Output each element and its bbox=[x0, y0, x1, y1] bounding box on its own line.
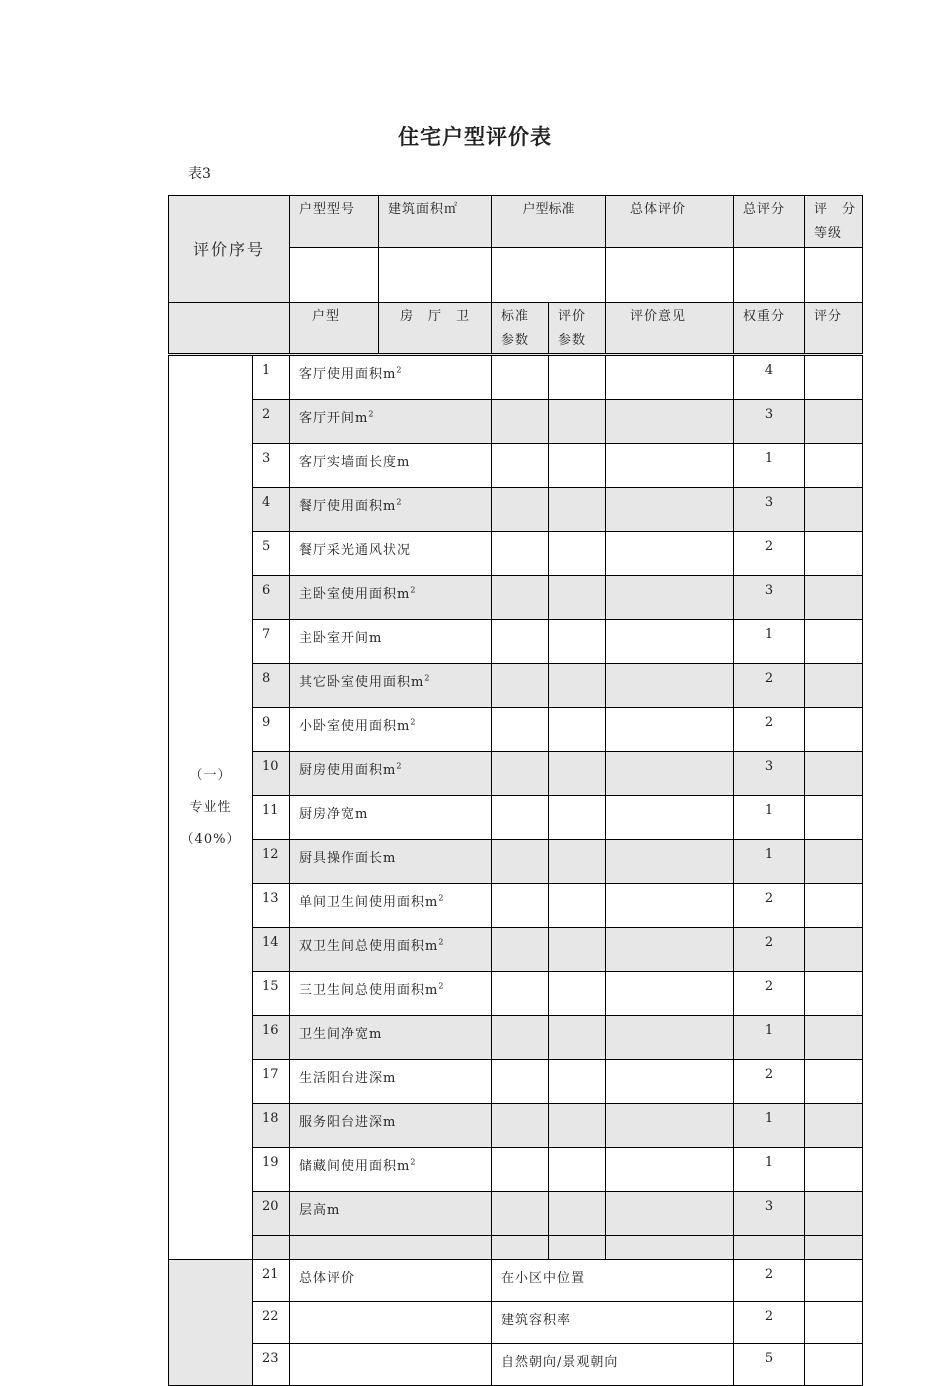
score-cell[interactable] bbox=[805, 400, 863, 444]
row-number: 2 bbox=[253, 400, 290, 444]
row-item bbox=[290, 532, 492, 576]
eval-param-cell[interactable] bbox=[549, 840, 606, 884]
score-cell[interactable] bbox=[805, 796, 863, 840]
row-item bbox=[290, 620, 492, 664]
score-cell[interactable] bbox=[805, 972, 863, 1016]
std-param-cell[interactable] bbox=[492, 532, 549, 576]
table-row bbox=[169, 620, 863, 664]
opinion-cell[interactable] bbox=[606, 488, 734, 532]
score-cell[interactable] bbox=[805, 884, 863, 928]
row-item bbox=[290, 488, 492, 532]
std-param-cell[interactable] bbox=[492, 620, 549, 664]
row-item bbox=[290, 400, 492, 444]
eval-param-cell[interactable] bbox=[549, 1192, 606, 1236]
score-cell[interactable] bbox=[805, 355, 863, 400]
weight-cell: 1 bbox=[734, 1016, 805, 1060]
weight-cell: 3 bbox=[734, 488, 805, 532]
row-number: 1 bbox=[253, 355, 290, 400]
row-item-label: 餐厅使用面积m bbox=[299, 499, 397, 514]
score-cell[interactable] bbox=[805, 1192, 863, 1236]
std-param-cell[interactable] bbox=[492, 796, 549, 840]
model-header: 户型型号 bbox=[290, 196, 379, 248]
model-input-cell[interactable] bbox=[290, 248, 379, 303]
row-item bbox=[290, 664, 492, 708]
eval-param-cell[interactable] bbox=[549, 664, 606, 708]
score-cell[interactable] bbox=[805, 1344, 863, 1386]
row-item bbox=[290, 708, 492, 752]
row-item bbox=[290, 1148, 492, 1192]
row-item-label: 主卧室开间m bbox=[299, 631, 383, 646]
score-cell[interactable] bbox=[805, 1260, 863, 1302]
row-number: 12 bbox=[253, 840, 290, 884]
blank-cell bbox=[549, 1236, 606, 1260]
overall-header: 总体评价 bbox=[606, 196, 734, 248]
evaluation-table bbox=[168, 195, 863, 1386]
table-row bbox=[169, 796, 863, 840]
area-input-cell[interactable] bbox=[379, 248, 492, 303]
table-row bbox=[169, 1104, 863, 1148]
eval-param-cell[interactable] bbox=[549, 620, 606, 664]
eval-param-cell[interactable] bbox=[549, 752, 606, 796]
row-item-label: 厨房净宽m bbox=[299, 807, 369, 822]
blank-cell bbox=[492, 1236, 549, 1260]
eval-param-cell[interactable] bbox=[549, 488, 606, 532]
table-row bbox=[169, 400, 863, 444]
weight-cell: 1 bbox=[734, 796, 805, 840]
row-item-label: 客厅开间m bbox=[299, 411, 369, 426]
row-number: 9 bbox=[253, 708, 290, 752]
row-number: 22 bbox=[253, 1302, 290, 1344]
row-item-unit-sup: 2 bbox=[438, 937, 445, 947]
blank-row bbox=[169, 1236, 863, 1260]
std-param-cell[interactable] bbox=[492, 708, 549, 752]
row-item-label: 厨房使用面积m bbox=[299, 763, 397, 778]
row-item: 在小区中位置 bbox=[492, 1260, 734, 1302]
score-cell[interactable] bbox=[805, 1060, 863, 1104]
row-number: 8 bbox=[253, 664, 290, 708]
std-param-cell[interactable] bbox=[492, 972, 549, 1016]
blank-cell bbox=[805, 1236, 863, 1260]
eval-param-cell[interactable] bbox=[549, 400, 606, 444]
layout-header: 户型 bbox=[290, 303, 379, 355]
table-row bbox=[169, 1016, 863, 1060]
row-number: 17 bbox=[253, 1060, 290, 1104]
opinion-cell[interactable] bbox=[606, 664, 734, 708]
row-number: 18 bbox=[253, 1104, 290, 1148]
eval-param-line-1: 评价 bbox=[558, 309, 587, 324]
grade-header bbox=[805, 196, 863, 248]
grade-input-cell[interactable] bbox=[805, 248, 863, 303]
row-number: 16 bbox=[253, 1016, 290, 1060]
std-param-cell[interactable] bbox=[492, 400, 549, 444]
std-param-cell[interactable] bbox=[492, 1016, 549, 1060]
eval-param-cell[interactable] bbox=[549, 444, 606, 488]
row-item-label: 其它卧室使用面积m bbox=[299, 675, 425, 690]
row-item bbox=[290, 840, 492, 884]
opinion-cell[interactable] bbox=[606, 972, 734, 1016]
std-param-cell[interactable] bbox=[492, 884, 549, 928]
table-row bbox=[169, 355, 863, 400]
eval-param-cell[interactable] bbox=[549, 576, 606, 620]
row-item bbox=[290, 972, 492, 1016]
score-cell[interactable] bbox=[805, 664, 863, 708]
weight-cell: 3 bbox=[734, 752, 805, 796]
weight-cell: 2 bbox=[734, 1260, 805, 1302]
row-item-label: 层高m bbox=[299, 1203, 341, 1218]
row-item bbox=[290, 444, 492, 488]
opinion-cell[interactable] bbox=[606, 576, 734, 620]
opinion-cell[interactable] bbox=[606, 1148, 734, 1192]
opinion-cell[interactable] bbox=[606, 884, 734, 928]
eval-param-cell[interactable] bbox=[549, 1104, 606, 1148]
table-row bbox=[169, 1060, 863, 1104]
row-item-label: 卫生间净宽m bbox=[299, 1027, 383, 1042]
row-item bbox=[290, 1104, 492, 1148]
row-item: 建筑容积率 bbox=[492, 1302, 734, 1344]
category-line: （40%） bbox=[180, 831, 241, 847]
row-item-label: 三卫生间总使用面积m bbox=[299, 983, 439, 998]
row-item bbox=[290, 576, 492, 620]
opinion-cell[interactable] bbox=[606, 708, 734, 752]
overall-input-cell[interactable] bbox=[606, 248, 734, 303]
weight-cell: 4 bbox=[734, 355, 805, 400]
weight-cell: 3 bbox=[734, 1192, 805, 1236]
table-row bbox=[169, 576, 863, 620]
category-line: （一） bbox=[189, 767, 232, 783]
rooms-header: 房 厅 卫 bbox=[379, 303, 492, 355]
std-param-header bbox=[492, 303, 549, 355]
standard-header: 户型标准 bbox=[492, 196, 606, 248]
table-row bbox=[169, 444, 863, 488]
weight-cell: 2 bbox=[734, 664, 805, 708]
eval-param-cell[interactable] bbox=[549, 1148, 606, 1192]
eval-param-cell[interactable] bbox=[549, 1060, 606, 1104]
std-param-cell[interactable] bbox=[492, 355, 549, 400]
total-score-header: 总评分 bbox=[734, 196, 805, 248]
grade-line-2: 等级 bbox=[814, 226, 843, 241]
table-row bbox=[169, 884, 863, 928]
row-item-label: 储藏间使用面积m bbox=[299, 1159, 411, 1174]
row-number: 19 bbox=[253, 1148, 290, 1192]
score-cell[interactable] bbox=[805, 752, 863, 796]
opinion-cell[interactable] bbox=[606, 1060, 734, 1104]
table-row bbox=[169, 928, 863, 972]
weight-header: 权重分 bbox=[734, 303, 805, 355]
score-cell[interactable] bbox=[805, 840, 863, 884]
weight-cell: 3 bbox=[734, 576, 805, 620]
weight-cell: 2 bbox=[734, 708, 805, 752]
eval-param-cell[interactable] bbox=[549, 708, 606, 752]
score-cell[interactable] bbox=[805, 1016, 863, 1060]
table-row bbox=[169, 1148, 863, 1192]
row-item-unit-sup: 2 bbox=[410, 585, 417, 595]
weight-cell: 1 bbox=[734, 840, 805, 884]
row-item: 自然朝向/景观朝向 bbox=[492, 1344, 734, 1386]
row-item bbox=[290, 752, 492, 796]
std-param-cell[interactable] bbox=[492, 1060, 549, 1104]
row-item-unit-sup: 2 bbox=[424, 673, 431, 683]
opinion-cell[interactable] bbox=[606, 444, 734, 488]
row-number: 11 bbox=[253, 796, 290, 840]
score-cell[interactable] bbox=[805, 1104, 863, 1148]
row-item-label: 厨具操作面长m bbox=[299, 851, 397, 866]
std-param-cell[interactable] bbox=[492, 752, 549, 796]
row-group bbox=[290, 1302, 492, 1344]
std-param-cell[interactable] bbox=[492, 664, 549, 708]
row-item-unit-sup: 2 bbox=[410, 1157, 417, 1167]
row-item-label: 单间卫生间使用面积m bbox=[299, 895, 439, 910]
table-row bbox=[169, 840, 863, 884]
score-cell[interactable] bbox=[805, 708, 863, 752]
weight-cell: 3 bbox=[734, 400, 805, 444]
seq-header: 评价序号 bbox=[169, 196, 290, 303]
opinion-cell[interactable] bbox=[606, 532, 734, 576]
table-row bbox=[169, 1344, 863, 1386]
std-param-line-1: 标准 bbox=[501, 309, 530, 324]
row-number: 3 bbox=[253, 444, 290, 488]
row-number: 13 bbox=[253, 884, 290, 928]
row-number: 4 bbox=[253, 488, 290, 532]
table-label: 表3 bbox=[188, 166, 211, 182]
table-row bbox=[169, 1302, 863, 1344]
std-param-line-2: 参数 bbox=[501, 333, 530, 348]
row-number: 14 bbox=[253, 928, 290, 972]
eval-param-header bbox=[549, 303, 606, 355]
grade-line-1: 评 分 bbox=[814, 202, 857, 217]
row-item bbox=[290, 884, 492, 928]
score-cell[interactable] bbox=[805, 532, 863, 576]
blank-cell bbox=[253, 1236, 290, 1260]
eval-param-cell[interactable] bbox=[549, 532, 606, 576]
opinion-cell[interactable] bbox=[606, 355, 734, 400]
table-row bbox=[169, 972, 863, 1016]
weight-cell: 5 bbox=[734, 1344, 805, 1386]
row-item-label: 客厅使用面积m bbox=[299, 367, 397, 382]
row-number: 21 bbox=[253, 1260, 290, 1302]
row-number: 5 bbox=[253, 532, 290, 576]
table-row bbox=[169, 1260, 863, 1302]
row-item-unit-sup: 2 bbox=[396, 365, 403, 375]
blank-cell bbox=[290, 1236, 492, 1260]
table-row bbox=[169, 1192, 863, 1236]
std-param-cell[interactable] bbox=[492, 488, 549, 532]
std-param-cell[interactable] bbox=[492, 928, 549, 972]
blank-header-cell bbox=[169, 303, 290, 355]
row-item-unit-sup: 2 bbox=[438, 981, 445, 991]
row-number: 10 bbox=[253, 752, 290, 796]
table-row bbox=[169, 532, 863, 576]
row-item-label: 餐厅采光通风状况 bbox=[299, 543, 412, 558]
category-overall bbox=[169, 1260, 253, 1386]
row-item bbox=[290, 928, 492, 972]
standard-input-cell[interactable] bbox=[492, 248, 606, 303]
score-cell[interactable] bbox=[805, 488, 863, 532]
row-item-unit-sup: 2 bbox=[410, 717, 417, 727]
opinion-cell[interactable] bbox=[606, 1192, 734, 1236]
row-number: 20 bbox=[253, 1192, 290, 1236]
row-item bbox=[290, 355, 492, 400]
score-cell[interactable] bbox=[805, 444, 863, 488]
eval-param-cell[interactable] bbox=[549, 796, 606, 840]
score-cell[interactable] bbox=[805, 620, 863, 664]
opinion-cell[interactable] bbox=[606, 840, 734, 884]
std-param-cell[interactable] bbox=[492, 444, 549, 488]
category-professional bbox=[169, 355, 253, 1260]
score-cell[interactable] bbox=[805, 1302, 863, 1344]
std-param-cell[interactable] bbox=[492, 576, 549, 620]
eval-param-cell[interactable] bbox=[549, 884, 606, 928]
weight-cell: 2 bbox=[734, 972, 805, 1016]
table-row bbox=[169, 752, 863, 796]
table-row bbox=[169, 664, 863, 708]
row-number: 7 bbox=[253, 620, 290, 664]
weight-cell: 2 bbox=[734, 1060, 805, 1104]
weight-cell: 1 bbox=[734, 620, 805, 664]
blank-cell bbox=[606, 1236, 734, 1260]
opinion-cell[interactable] bbox=[606, 620, 734, 664]
eval-param-cell[interactable] bbox=[549, 355, 606, 400]
row-item-label: 客厅实墙面长度m bbox=[299, 455, 411, 470]
row-item-label: 生活阳台进深m bbox=[299, 1071, 397, 1086]
row-item-label: 小卧室使用面积m bbox=[299, 719, 411, 734]
row-item-unit-sup: 2 bbox=[396, 497, 403, 507]
weight-cell: 1 bbox=[734, 1148, 805, 1192]
weight-cell: 2 bbox=[734, 928, 805, 972]
weight-cell: 2 bbox=[734, 884, 805, 928]
opinion-cell[interactable] bbox=[606, 928, 734, 972]
weight-cell: 1 bbox=[734, 1104, 805, 1148]
std-param-cell[interactable] bbox=[492, 1148, 549, 1192]
opinion-cell[interactable] bbox=[606, 1104, 734, 1148]
opinion-cell[interactable] bbox=[606, 796, 734, 840]
opinion-cell[interactable] bbox=[606, 752, 734, 796]
std-param-cell[interactable] bbox=[492, 1192, 549, 1236]
weight-cell: 1 bbox=[734, 444, 805, 488]
row-item-label: 服务阳台进深m bbox=[299, 1115, 397, 1130]
table-row bbox=[169, 708, 863, 752]
score-cell[interactable] bbox=[805, 1148, 863, 1192]
page-title: 住宅户型评价表 bbox=[398, 125, 552, 149]
eval-param-cell[interactable] bbox=[549, 1016, 606, 1060]
row-group: 总体评价 bbox=[290, 1260, 492, 1302]
category-line: 专业性 bbox=[189, 799, 232, 815]
row-item bbox=[290, 1060, 492, 1104]
score-header: 评分 bbox=[805, 303, 863, 355]
row-number: 15 bbox=[253, 972, 290, 1016]
row-item-unit-sup: 2 bbox=[438, 893, 445, 903]
opinion-cell[interactable] bbox=[606, 400, 734, 444]
std-param-cell[interactable] bbox=[492, 1104, 549, 1148]
weight-cell: 2 bbox=[734, 532, 805, 576]
row-group bbox=[290, 1344, 492, 1386]
weight-cell: 2 bbox=[734, 1302, 805, 1344]
row-item bbox=[290, 796, 492, 840]
row-item-unit-sup: 2 bbox=[368, 409, 375, 419]
row-number: 23 bbox=[253, 1344, 290, 1386]
std-param-cell[interactable] bbox=[492, 840, 549, 884]
blank-cell bbox=[734, 1236, 805, 1260]
opinion-cell[interactable] bbox=[606, 1016, 734, 1060]
row-item-label: 主卧室使用面积m bbox=[299, 587, 411, 602]
eval-param-cell[interactable] bbox=[549, 928, 606, 972]
row-number: 6 bbox=[253, 576, 290, 620]
opinion-header: 评价意见 bbox=[606, 303, 734, 355]
row-item-unit-sup: 2 bbox=[396, 761, 403, 771]
row-item-label: 双卫生间总使用面积m bbox=[299, 939, 439, 954]
eval-param-cell[interactable] bbox=[549, 972, 606, 1016]
row-item bbox=[290, 1192, 492, 1236]
score-cell[interactable] bbox=[805, 576, 863, 620]
eval-param-line-2: 参数 bbox=[558, 333, 587, 348]
table-row bbox=[169, 488, 863, 532]
total-score-input-cell[interactable] bbox=[734, 248, 805, 303]
area-header: 建筑面积㎡ bbox=[379, 196, 492, 248]
score-cell[interactable] bbox=[805, 928, 863, 972]
row-item bbox=[290, 1016, 492, 1060]
